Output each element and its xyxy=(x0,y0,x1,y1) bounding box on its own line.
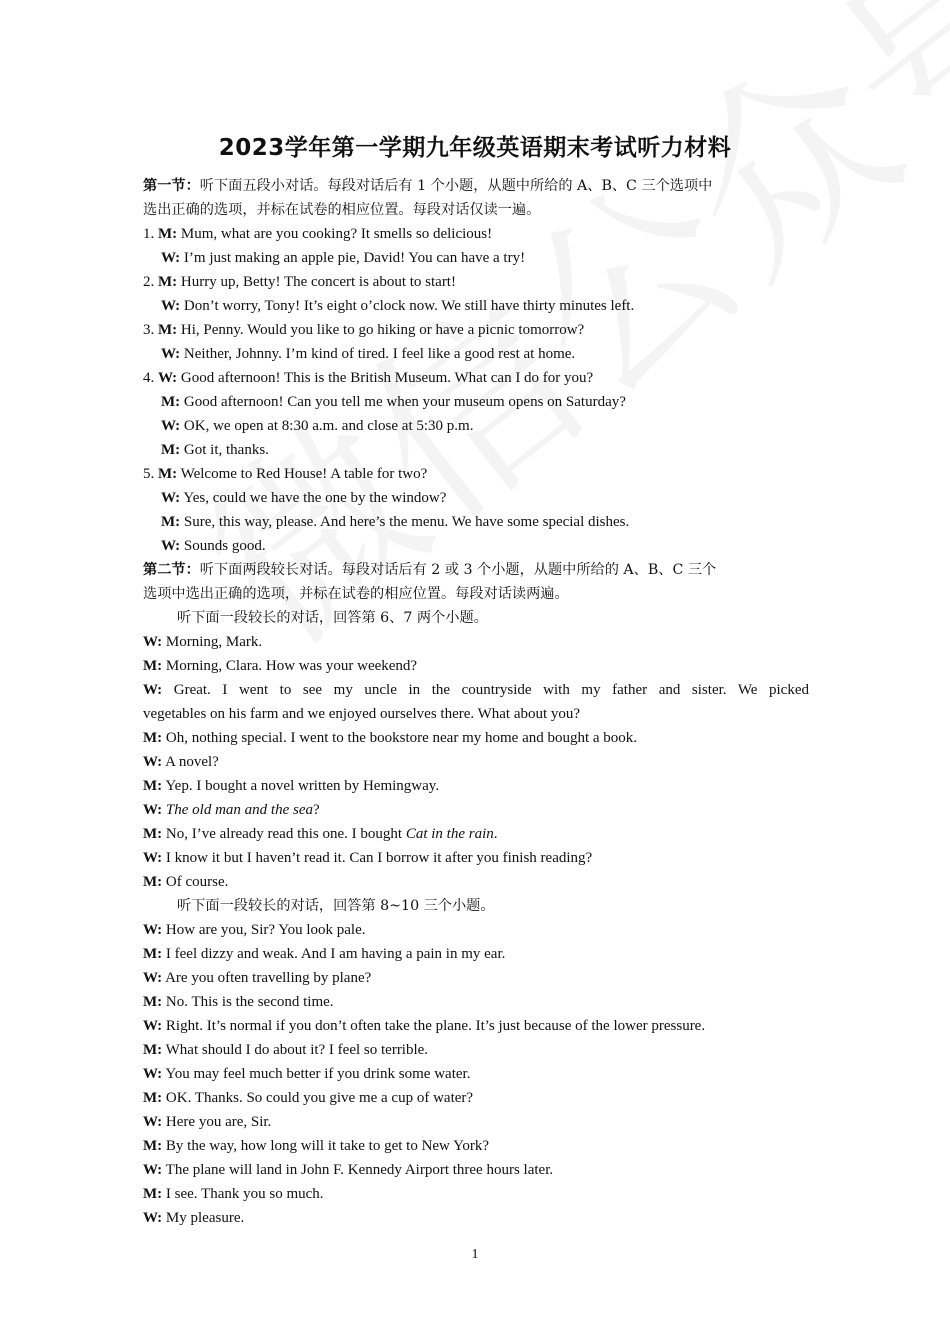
dialogue-line: M: I see. Thank you so much. xyxy=(143,1186,324,1202)
dialogue-line: W: The plane will land in John F. Kennedy Airport three hours later. xyxy=(143,1162,554,1178)
dialogue-line: 3. M: Hi, Penny. Would you like to go hiking or have a picnic tomorrow? xyxy=(143,322,585,338)
dialogue-line: M: By the way, how long will it take to get to New York? xyxy=(143,1138,490,1154)
dialogue-line: M: No. This is the second time. xyxy=(143,994,334,1010)
dialogue-line: 4. W: Good afternoon! This is the British Museum. What can I do for you? xyxy=(143,370,594,386)
book-title: The old man and the sea xyxy=(165,802,313,818)
dialogue-line: M: Got it, thanks. xyxy=(161,442,269,458)
book-title: Cat in the rain xyxy=(405,826,494,842)
document-body xyxy=(143,174,809,1230)
dialogue-line: M: What should I do about it? I feel so terrible. xyxy=(143,1042,429,1058)
dialogue-line: W: OK, we open at 8:30 a.m. and close at 5:30 p.m. xyxy=(161,418,474,434)
page-title: 2023学年第一学期九年级英语期末考试听力材料 xyxy=(218,135,732,161)
dialogue-line: W: Morning, Mark. xyxy=(143,634,263,650)
dialogue-line: W: A novel? xyxy=(143,754,219,770)
section2-instruction-line2: 选项中选出正确的选项，并标在试卷的相应位置。每段对话读两遍。 xyxy=(143,586,569,602)
dialogue-line: M: No, I’ve already read this one. I bought Cat in the rain. xyxy=(143,826,498,842)
dialogue-line: M: I feel dizzy and weak. And I am having a pain in my ear. xyxy=(143,946,506,962)
dialogue-line: M: Of course. xyxy=(143,874,229,890)
dialogue-line: W: Neither, Johnny. I’m kind of tired. I feel like a good rest at home. xyxy=(161,346,576,362)
page-number: 1 xyxy=(471,1247,479,1262)
dialogue-line: M: Good afternoon! Can you tell me when your museum opens on Saturday? xyxy=(161,394,626,410)
dialogue-line: M: Yep. I bought a novel written by Hemingway. xyxy=(143,778,440,794)
dialogue-line: W: Great. I went to see my uncle in the countryside with my father and sister. We picked xyxy=(143,682,809,698)
dialogue-line: W: I’m just making an apple pie, David! You can have a try! xyxy=(161,250,526,266)
dialogue-line: W: How are you, Sir? You look pale. xyxy=(143,922,366,938)
dialogue-line: M: OK. Thanks. So could you give me a cup of water? xyxy=(143,1090,474,1106)
dialogue-line: M: Morning, Clara. How was your weekend? xyxy=(143,658,418,674)
dialogue-line: W: I know it but I haven’t read it. Can I borrow it after you finish reading? xyxy=(143,850,593,866)
dialogue-line: M: Oh, nothing special. I went to the bookstore near my home and bought a book. xyxy=(143,730,638,746)
dialogue-line: W: Yes, could we have the one by the window? xyxy=(161,490,447,506)
dialogue-line: W: Sounds good. xyxy=(161,538,266,554)
dialogue-line: W: You may feel much better if you drink some water. xyxy=(143,1066,471,1082)
dialog2-intro: 听下面一段较长的对话，回答第 8~10 三个小题。 xyxy=(177,898,495,914)
dialog1-intro: 听下面一段较长的对话，回答第 6、7 两个小题。 xyxy=(177,610,488,626)
section1-instruction-line1: 第一节：听下面五段小对话。每段对话后有 1 个小题，从题中所给的 A、B、C 三个选项中 xyxy=(143,178,713,194)
dialogue-line: 2. M: Hurry up, Betty! The concert is about to start! xyxy=(143,274,456,290)
section1-heading: 第一节： xyxy=(143,178,200,194)
section1-instruction-line2: 选出正确的选项，并标在试卷的相应位置。每段对话仅读一遍。 xyxy=(143,202,541,218)
dialogue-line: W: Right. It’s normal if you don’t often take the plane. It’s just because of the lower pressure. xyxy=(143,1018,706,1034)
dialogue-line: W: Don’t worry, Tony! It’s eight o’clock now. We still have thirty minutes left. xyxy=(161,298,635,314)
dialogue-line: 1. M: Mum, what are you cooking? It smells so delicious! xyxy=(143,226,493,242)
section2-heading: 第二节： xyxy=(143,562,200,578)
dialogue-line: W: Here you are, Sir. xyxy=(143,1114,272,1130)
dialogue-line: 5. M: Welcome to Red House! A table for two? xyxy=(143,466,428,482)
dialogue-line-continuation: vegetables on his farm and we enjoyed ourselves there. What about you? xyxy=(143,706,581,722)
dialogue-line: W: The old man and the sea? xyxy=(143,802,320,818)
section2-instruction-line1: 第二节：听下面两段较长对话。每段对话后有 2 或 3 个小题，从题中所给的 A、B、C 三个 xyxy=(143,562,717,578)
dialogue-line: M: Sure, this way, please. And here’s the menu. We have some special dishes. xyxy=(161,514,630,530)
dialogue-line: W: My pleasure. xyxy=(143,1210,245,1226)
dialogue-line: W: Are you often travelling by plane? xyxy=(143,970,372,986)
